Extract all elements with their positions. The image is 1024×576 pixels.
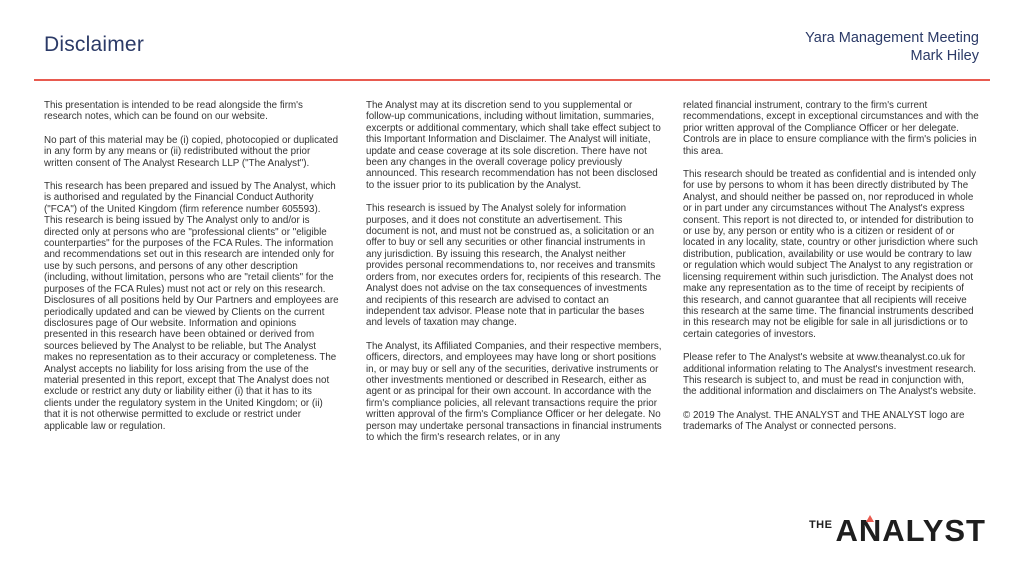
the-analyst-logo [808,513,986,548]
logo-letter-n: N [858,513,883,548]
paragraph: related financial instrument, contrary to the firm's current recommendations, except in exceptional circumstances and with the prior written approval of the Compliance Officer or her delegate. Controls are in place to ensure compliance with the firm's policies in this area. [683,100,979,157]
paragraph: The Analyst may at its discretion send to you supplemental or follow-up communications, including without limitation, summaries, excerpts or additional commentary, which shall take effect subject to this Important Information and Disclaimer. The Analyst will initiate, update and cease coverage at its sole discretion. There have not been any changes in the overall coverage policy previously announced. This research recommendation has not been disclosed to the issuer prior to its publication by the Analyst. [366,100,661,191]
paragraph: Please refer to The Analyst's website at www.theanalyst.co.uk for additional information relating to The Analyst's investment research. This research is subject to, and must be read in conjunction with, the additional information and disclaimers on The Analyst's website. [683,352,977,398]
meeting-info [805,29,979,65]
header-divider [34,79,990,81]
paragraph: This research should be treated as confidential and is intended only for use by persons to whom it has been directly distributed by The Analyst, and should neither be passed on, nor reproduced in whole or in part under any circumstances without The Analyst's express consent. This report is not directed to, or intended for distribution to or use by, any person or entity who is a citizen or resident of or located in any locality, state, country or other jurisdiction where such distribution, publication, availability or use would be contrary to law or regulation which would subject The Analyst to any registration or licensing requirement within such jurisdiction. The Analyst does not make any representation as to the time of receipt by recipients of this research, and cannot guarantee that all recipients will receive this research at the same time. The financial instruments described in this research may not be eligible for sale in all jurisdictions or to certain categories of investors. [683,169,978,340]
paragraph: No part of this material may be (i) copied, photocopied or duplicated in any form by any means or (ii) redistributed without the prior written consent of The Analyst Research LLP ("The Analyst"). [44,134,339,169]
meeting-title: Yara Management Meeting [805,30,979,46]
text-column-3 [683,100,979,445]
paragraph: © 2019 The Analyst. THE ANALYST and THE ANALYST logo are trademarks of The Analyst or connected persons. [683,409,965,433]
text-column-1 [44,100,340,444]
logo-letter-a: A [835,513,859,548]
logo-wordmark [835,513,986,548]
logo-word-end: ALYST [882,513,986,548]
logo-prefix: THE [808,519,833,531]
page-title: Disclaimer [44,33,145,56]
paragraph: The Analyst, its Affiliated Companies, and their respective members, officers, directors, and employees may have long or short positions in, or may buy or sell any of the securities, derivative instruments or other investments mentioned or described in Research, either as agent or as principal for their own account. In accordance with the firm's compliance policies, all relevant transactions require the prior written approval of the firm's Compliance Officer or her delegate. No person may undertake personal transactions in financial instruments to which the firm's research relates, or in any [366,340,662,443]
presenter-name: Mark Hiley [910,48,979,64]
paragraph: This research is issued by The Analyst solely for information purposes, and it does not constitute an advertisement. This document is not, and must not be construed as, a solicitation or an offer to buy or sell any securities or other financial instruments in any jurisdiction. By issuing this research, the Analyst neither provides personal recommendations to, nor receives and transmits orders from, nor executes orders for, recipients of this research. The Analyst does not advise on the tax consequences of investments and recipients of this research are advised to contact an independent tax advisor. Please note that in particular the bases and levels of taxation may change. [366,203,661,329]
paragraph: This presentation is intended to be read alongside the firm's research notes, which can be found on our website. [44,100,303,123]
paragraph: This research has been prepared and issued by The Analyst, which is authorised and regulated by the Financial Conduct Authority ("FCA") of the United Kingdom (firm reference number 605593). This research is being issued by The Analyst only to and/or is directed only at persons who are "professional clients" or "eligible counterparties" for the purposes of the FCA Rules. The information and recommendations set out in this research are intended only for use by such persons, and persons of any other description (including, without limitation, persons who are "retail clients" for the purposes of the FCA Rules) must not act or rely on this research. Disclosures of all positions held by Our Partners and employees are periodically updated and can be viewed by Clients on the current disclosures page of Our website. Information and opinions presented in this research have been obtained or derived from sources believed by The Analyst to be reliable, but The Analyst makes no representation as to their accuracy or completeness. The Analyst accepts no liability for loss arising from the use of the material presented in this report, except that The Analyst does not exclude or restrict any duty or liability either (i) that it has to its clients under the regulatory system in the United Kingdom; or (ii) that it is not otherwise permitted to exclude or restrict under applicable law or regulation. [44,181,339,432]
text-column-2 [366,100,662,455]
